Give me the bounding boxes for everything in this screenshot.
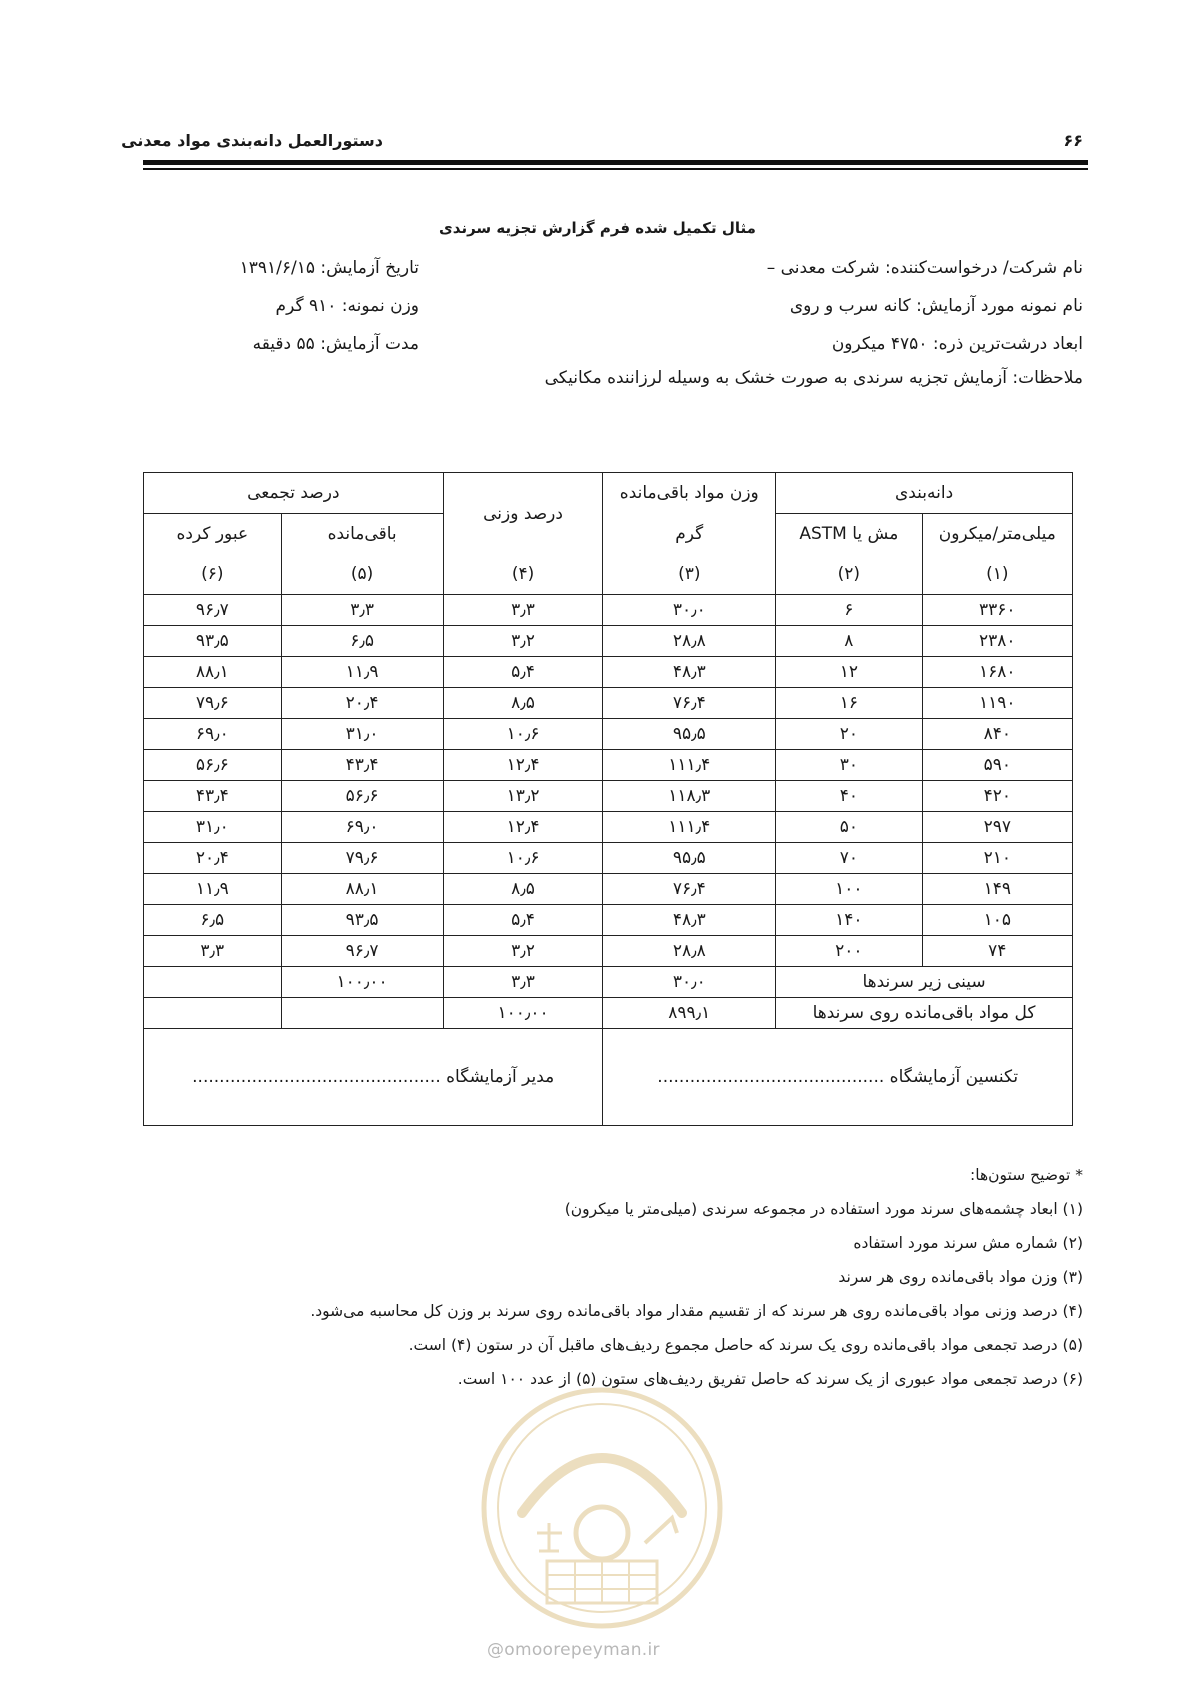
table-body <box>144 595 1073 967</box>
cell-mesh: ۵۰ <box>776 812 922 843</box>
table-row <box>144 874 1073 905</box>
pan-percent: ۳٫۳ <box>443 967 603 998</box>
cell-cum-passing: ۳٫۳ <box>144 936 282 967</box>
cell-cum-retained: ۲۰٫۴ <box>281 688 443 719</box>
table-row <box>144 812 1073 843</box>
cell-cum-passing: ۷۹٫۶ <box>144 688 282 719</box>
cell-weight-percent: ۳٫۳ <box>443 595 603 626</box>
cell-weight: ۲۸٫۸ <box>603 626 776 657</box>
cell-cum-retained: ۱۱٫۹ <box>281 657 443 688</box>
notes-title: * توضیح ستون‌ها: <box>970 1166 1083 1184</box>
info-test-date: تاریخ آزمایش: ۱۳۹۱/۶/۱۵ <box>239 258 419 278</box>
cell-cum-passing: ۴۳٫۴ <box>144 781 282 812</box>
book-title: دستورالعمل دانه‌بندی مواد معدنی <box>121 131 383 150</box>
table-row <box>144 719 1073 750</box>
cell-cum-retained: ۵۶٫۶ <box>281 781 443 812</box>
header-weight-retained: وزن مواد باقی‌مانده <box>603 473 776 514</box>
pan-cum-passing <box>144 967 282 998</box>
header-mesh: مش یا ASTM <box>776 514 922 555</box>
cell-weight-percent: ۸٫۵ <box>443 688 603 719</box>
cell-cum-passing: ۵۶٫۶ <box>144 750 282 781</box>
cell-weight: ۹۵٫۵ <box>603 719 776 750</box>
cell-weight-percent: ۵٫۴ <box>443 905 603 936</box>
note-item: (۱) ابعاد چشمه‌های سرند مورد استفاده در مجموعه سرندی (میلی‌متر یا میکرون) <box>564 1200 1083 1218</box>
column-notes <box>183 1158 1083 1396</box>
table-row <box>144 626 1073 657</box>
cell-weight: ۳۰٫۰ <box>603 595 776 626</box>
cell-mesh: ۸ <box>776 626 922 657</box>
cell-mm-micron: ۳۳۶۰ <box>922 595 1072 626</box>
total-percent: ۱۰۰٫۰۰ <box>443 998 603 1029</box>
sieve-analysis-table <box>143 472 1073 1126</box>
cell-cum-retained: ۳۱٫۰ <box>281 719 443 750</box>
cell-cum-retained: ۹۳٫۵ <box>281 905 443 936</box>
header-cum-passing: عبور کرده <box>144 514 282 555</box>
cell-cum-passing: ۶۹٫۰ <box>144 719 282 750</box>
cell-weight: ۷۶٫۴ <box>603 688 776 719</box>
cell-weight: ۱۱۸٫۳ <box>603 781 776 812</box>
note-item: (۴) درصد وزنی مواد باقی‌مانده روی هر سرند که از تقسیم مقدار مواد باقی‌مانده روی سرند بر وزن کل محاسبه می‌شود. <box>310 1302 1083 1320</box>
info-company: نام شرکت/ درخواست‌کننده: شرکت معدنی – <box>766 258 1083 278</box>
cell-mesh: ۱۰۰ <box>776 874 922 905</box>
cell-cum-passing: ۱۱٫۹ <box>144 874 282 905</box>
pan-cum-retained: ۱۰۰٫۰۰ <box>281 967 443 998</box>
cell-cum-passing: ۲۰٫۴ <box>144 843 282 874</box>
cell-weight-percent: ۱۰٫۶ <box>443 719 603 750</box>
total-weight: ۸۹۹٫۱ <box>603 998 776 1029</box>
cell-cum-passing: ۸۸٫۱ <box>144 657 282 688</box>
header-cum-retained: باقی‌مانده <box>281 514 443 555</box>
cell-weight: ۲۸٫۸ <box>603 936 776 967</box>
header-weight-percent: درصد وزنی <box>443 473 603 555</box>
cell-mm-micron: ۱۰۵ <box>922 905 1072 936</box>
total-row <box>144 998 1073 1029</box>
total-empty-5 <box>281 998 443 1029</box>
cell-cum-retained: ۴۳٫۴ <box>281 750 443 781</box>
pan-row <box>144 967 1073 998</box>
cell-mesh: ۱۶ <box>776 688 922 719</box>
cell-mesh: ۱۴۰ <box>776 905 922 936</box>
table-row <box>144 657 1073 688</box>
total-label: کل مواد باقی‌مانده روی سرندها <box>776 998 1073 1029</box>
col-number-6: (۶) <box>144 554 282 595</box>
note-item: (۶) درصد تجمعی مواد عبوری از یک سرند که حاصل تفریق ردیف‌های ستون (۵) از عدد ۱۰۰ است. <box>457 1370 1083 1388</box>
cell-cum-passing: ۳۱٫۰ <box>144 812 282 843</box>
cell-weight: ۱۱۱٫۴ <box>603 812 776 843</box>
info-remarks: ملاحظات: آزمایش تجزیه سرندی به صورت خشک به وسیله لرزاننده مکانیکی <box>544 368 1083 388</box>
cell-weight-percent: ۱۲٫۴ <box>443 812 603 843</box>
manager-signature: مدیر آزمایشگاه .............................................. <box>144 1029 603 1126</box>
col-number-3: (۳) <box>603 554 776 595</box>
cell-mm-micron: ۵۹۰ <box>922 750 1072 781</box>
info-sample-name: نام نمونه مورد آزمایش: کانه سرب و روی <box>789 296 1083 316</box>
table-header-row-numbers <box>144 554 1073 595</box>
col-number-5: (۵) <box>281 554 443 595</box>
note-item: (۲) شماره مش سرند مورد استفاده <box>853 1234 1083 1252</box>
cell-weight-percent: ۳٫۲ <box>443 626 603 657</box>
table-row <box>144 688 1073 719</box>
col-number-1: (۱) <box>922 554 1072 595</box>
cell-weight-percent: ۵٫۴ <box>443 657 603 688</box>
cell-cum-retained: ۸۸٫۱ <box>281 874 443 905</box>
watermark-url: @omoorepeyman.ir <box>487 1640 660 1660</box>
note-item: (۳) وزن مواد باقی‌مانده روی هر سرند <box>838 1268 1083 1286</box>
cell-weight-percent: ۱۰٫۶ <box>443 843 603 874</box>
technician-signature: تکنسین آزمایشگاه .......................................... <box>603 1029 1073 1126</box>
table-row <box>144 750 1073 781</box>
table-row <box>144 936 1073 967</box>
info-max-particle: ابعاد درشت‌ترین ذره: ۴۷۵۰ میکرون <box>831 334 1083 354</box>
table-row <box>144 843 1073 874</box>
cell-mesh: ۳۰ <box>776 750 922 781</box>
header-rule-thick <box>143 160 1088 165</box>
cell-mesh: ۷۰ <box>776 843 922 874</box>
cell-weight: ۴۸٫۳ <box>603 657 776 688</box>
cell-mm-micron: ۴۲۰ <box>922 781 1072 812</box>
cell-weight-percent: ۱۲٫۴ <box>443 750 603 781</box>
header-group-sizing: دانه‌بندی <box>776 473 1073 514</box>
table-header-row-2 <box>144 514 1073 555</box>
cell-cum-retained: ۶٫۵ <box>281 626 443 657</box>
cell-mm-micron: ۲۱۰ <box>922 843 1072 874</box>
cell-mm-micron: ۲۳۸۰ <box>922 626 1072 657</box>
form-title: مثال تکمیل شده فرم گزارش تجزیه سرندی <box>439 219 756 237</box>
total-empty-6 <box>144 998 282 1029</box>
cell-mesh: ۲۰۰ <box>776 936 922 967</box>
col-number-4: (۴) <box>443 554 603 595</box>
table-row <box>144 595 1073 626</box>
cell-mm-micron: ۲۹۷ <box>922 812 1072 843</box>
cell-cum-passing: ۹۶٫۷ <box>144 595 282 626</box>
header-weight-unit: گرم <box>603 514 776 555</box>
watermark-logo <box>477 1383 727 1633</box>
header-rule-thin <box>143 168 1088 170</box>
cell-weight: ۹۵٫۵ <box>603 843 776 874</box>
table-row <box>144 781 1073 812</box>
header-group-cumulative: درصد تجمعی <box>144 473 444 514</box>
pan-weight: ۳۰٫۰ <box>603 967 776 998</box>
cell-mm-micron: ۷۴ <box>922 936 1072 967</box>
col-number-2: (۲) <box>776 554 922 595</box>
cell-cum-retained: ۳٫۳ <box>281 595 443 626</box>
cell-mm-micron: ۱۴۹ <box>922 874 1072 905</box>
signature-row <box>144 1029 1073 1126</box>
cell-cum-passing: ۹۳٫۵ <box>144 626 282 657</box>
header-mm-micron: میلی‌متر/میکرون <box>922 514 1072 555</box>
table-header-row-1 <box>144 473 1073 514</box>
table-row <box>144 905 1073 936</box>
cell-mesh: ۱۲ <box>776 657 922 688</box>
cell-cum-retained: ۹۶٫۷ <box>281 936 443 967</box>
note-item: (۵) درصد تجمعی مواد باقی‌مانده روی یک سرند که حاصل مجموع ردیف‌های ماقبل آن در ستون (۴) است. <box>408 1336 1083 1354</box>
cell-weight: ۷۶٫۴ <box>603 874 776 905</box>
cell-cum-retained: ۷۹٫۶ <box>281 843 443 874</box>
cell-cum-passing: ۶٫۵ <box>144 905 282 936</box>
page-number: ۶۶ <box>1063 131 1083 150</box>
cell-weight: ۱۱۱٫۴ <box>603 750 776 781</box>
info-test-duration: مدت آزمایش: ۵۵ دقیقه <box>252 334 419 354</box>
cell-weight-percent: ۱۳٫۲ <box>443 781 603 812</box>
cell-mm-micron: ۱۱۹۰ <box>922 688 1072 719</box>
cell-mesh: ۲۰ <box>776 719 922 750</box>
cell-mesh: ۶ <box>776 595 922 626</box>
cell-cum-retained: ۶۹٫۰ <box>281 812 443 843</box>
cell-mm-micron: ۱۶۸۰ <box>922 657 1072 688</box>
cell-mesh: ۴۰ <box>776 781 922 812</box>
cell-weight: ۴۸٫۳ <box>603 905 776 936</box>
info-sample-weight: وزن نمونه: ۹۱۰ گرم <box>275 296 419 316</box>
cell-mm-micron: ۸۴۰ <box>922 719 1072 750</box>
pan-label: سینی زیر سرندها <box>776 967 1073 998</box>
cell-weight-percent: ۸٫۵ <box>443 874 603 905</box>
cell-weight-percent: ۳٫۲ <box>443 936 603 967</box>
